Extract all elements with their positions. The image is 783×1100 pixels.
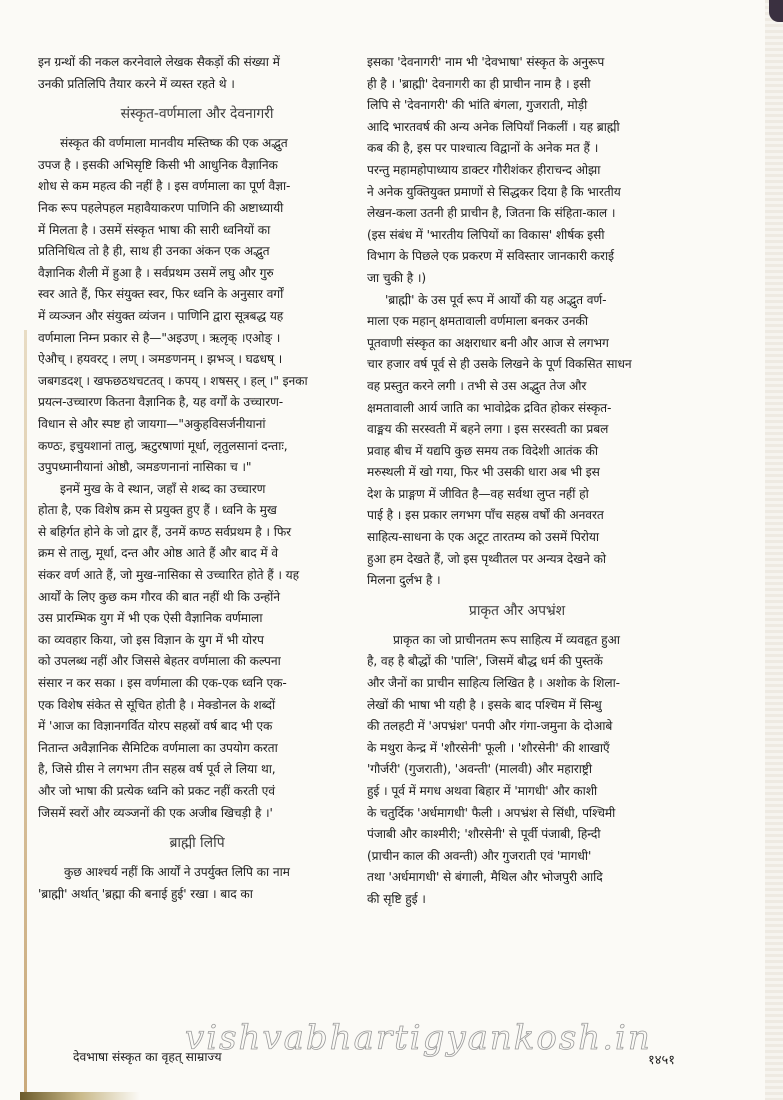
intro-paragraph	[38, 52, 356, 95]
text-line: पूतवाणी संस्कृत का अक्षराधार बनी और आज से लगभग	[367, 335, 609, 350]
text-line: क्षमतावाली आर्य जाति का भावोद्रेक द्रवित होकर संस्कृत-	[367, 400, 612, 415]
section-heading-prakrit: प्राकृत और अपभ्रंश	[468, 602, 566, 619]
text-line: ने अनेक युक्तियुक्त प्रमाणों से सिद्धकर दिया है कि भारतीय	[367, 184, 621, 199]
text-line: लेखन-कला उतनी ही प्राचीन है, जितना कि संहिता-काल ।	[367, 206, 616, 221]
text-line: वह प्रस्तुत करने लगी । तभी से उस अद्भुत तेज और	[367, 378, 587, 393]
text-line: 'ब्राह्मी' के उस पूर्व रूप में आर्यों की यह अद्भुत वर्ण-	[385, 292, 607, 307]
text-line: वाङ्मय की सरस्वती में बहने लगा । इस सरस्वती का प्रबल	[367, 422, 609, 437]
page-corner-shadow	[769, 0, 783, 22]
text-line: और जैनों का प्राचीन साहित्य लिखित है । अशोक के शिला-	[367, 676, 620, 691]
text-line: में 'आज का विज्ञानगर्वित योरप सहस्रों वर्ष बाद भी एक	[38, 719, 273, 734]
paragraph-sanskrit-alphabet	[38, 133, 356, 479]
text-line: जा चुकी है ।)	[367, 270, 427, 285]
text-line: स्वर आते हैं, फिर संयुक्त स्वर, फिर ध्वनि के अनुसार वर्गों	[38, 287, 284, 302]
paragraph-prakrit	[367, 630, 667, 911]
paragraph-brahmi-form	[367, 290, 667, 592]
text-line: संसार न कर सका । इस वर्णमाला की एक-एक ध्वनि एक-	[38, 676, 287, 691]
text-line: निक रूप पहलेपहल महावैयाकरण पाणिनि की अष्टाध्यायी	[38, 200, 284, 215]
text-line: हुई । पूर्व में मगध अथवा बिहार में 'मागधी' और काशी	[367, 784, 598, 798]
binding-edge	[24, 330, 27, 1100]
text-line: चार हजार वर्ष पूर्व से ही उसके लिखने के पूर्ण विकसित साधन	[367, 357, 632, 372]
text-line: जबगडदश् । खफछठथचटतव् । कपय् । शषसर् । हल् ।" इनका	[38, 373, 308, 388]
text-line: का व्यवहार किया, जो इस विज्ञान के युग में भी योरप	[38, 632, 264, 647]
text-line: होता है, एक विशेष क्रम से प्रयुक्त हुए हैं । ध्वनि के मुख	[38, 503, 277, 518]
text-line: मिलना दुर्लभ है ।	[367, 573, 441, 588]
text-line: प्रतिनिधित्व तो है ही, साथ ही उनका अंकन एक अद्भुत	[38, 244, 270, 259]
text-line: कब की है, इस पर पाश्चात्य विद्वानों के अनेक मत हैं ।	[367, 141, 599, 156]
text-line: क्रम से तालु, मूर्धा, दन्त और ओष्ठ आते हैं और बाद में वे	[38, 546, 278, 561]
text-line: में मिलता है । उसमें संस्कृत भाषा की सारी ध्वनियों का	[38, 222, 271, 237]
text-line: के मथुरा केन्द्र में 'शौरसेनी' फूली । 'शौरसेनी' की शाखाएँ	[367, 740, 610, 755]
text-line: कुछ आश्चर्य नहीं कि आर्यों ने उपर्युक्त लिपि का नाम	[64, 865, 290, 880]
text-line: विधान से और स्पष्ट हो जायगा—"अकुहविसर्जनीयानां	[38, 416, 266, 431]
text-line: साहित्य-साधना के एक अटूट तारतम्य को उसमें पिरोया	[367, 530, 599, 545]
watermark: vishvabhartigyankosh.in	[185, 1018, 652, 1058]
page-edge-right	[765, 0, 783, 1100]
right-column	[367, 52, 667, 911]
text-line: शोध से कम महत्व की नहीं है । इस वर्णमाला का पूर्ण वैज्ञा-	[38, 179, 291, 194]
text-line: की तलहटी में 'अपभ्रंश' पनपी और गंगा-जमुना के दोआबे	[367, 719, 613, 734]
text-line: कण्ठः, इचुयशानां तालु, ऋटुरषाणां मूर्धा, लृतुलसानां दन्ताः,	[38, 438, 288, 453]
paragraph-brahmi	[38, 862, 356, 905]
section-heading-sanskrit-alphabet: संस्कृत-वर्णमाला और देवनागरी	[120, 106, 274, 123]
left-column	[38, 52, 356, 905]
text-line: परन्तु महामहोपाध्याय डाक्टर गौरीशंकर हीराचन्द ओझा	[367, 162, 601, 177]
text-line: देश के प्राङ्गण में जीवित है—वह सर्वथा लुप्त नहीं हो	[367, 486, 589, 501]
text-line: पंजाबी और काश्मीरी; 'शौरसेनी' से पूर्वी पंजाबी, हिन्दी	[367, 827, 601, 842]
text-line: संस्कृत की वर्णमाला मानवीय मस्तिष्क की एक अद्भुत	[60, 136, 288, 151]
paragraph-articulation	[38, 479, 356, 825]
running-footer-title: देवभाषा संस्कृत का वृहत् साम्राज्य	[73, 1050, 222, 1064]
text-line: पाई है । इस प्रकार लगभग पाँच सहस्र वर्षों की अनवरत	[367, 508, 604, 523]
text-line: आर्यों के लिए कुछ कम गौरव की बात नहीं थी कि उन्होंने	[38, 589, 280, 604]
text-line: (प्राचीन काल की अवन्ती) और गुजराती एवं 'मागधी'	[367, 848, 592, 863]
text-line: से बहिर्गत होने के जो द्वार हैं, उनमें कण्ठ सर्वप्रथम है । फिर	[38, 524, 292, 539]
text-line: प्रवाह बीच में यद्यपि कुछ समय तक विदेशी आतंक की	[367, 443, 598, 458]
text-line: उपुपध्मानीयानां ओष्ठौ, ञमङणनानां नासिका च ।"	[38, 460, 252, 475]
text-line: वैज्ञानिक शैली में हुआ है । सर्वप्रथम उसमें लघु और गुरु	[38, 265, 274, 280]
text-line: लेखों की भाषा भी यही है । इसके बाद पश्चिम में सिन्धु	[367, 697, 602, 712]
text-line: प्रयत्न-उच्चारण कितना वैज्ञानिक है, यह वर्गों के उच्चारण-	[38, 395, 284, 410]
page-number: १४५१	[648, 1053, 676, 1068]
text-line: है, वह है बौद्धों की 'पालि', जिसमें बौद्ध धर्म की पुस्तकें	[367, 654, 603, 669]
text-line: उपज है । इसकी अभिसृष्टि किसी भी आधुनिक वैज्ञानिक	[38, 157, 278, 172]
text-line: ही है । 'ब्राह्मी' देवनागरी का ही प्राचीन नाम है । इसी	[367, 76, 591, 91]
text-line: के चतुर्दिक 'अर्धमागधी' फैली । अपभ्रंश से सिंधी, पश्चिमी	[367, 805, 616, 820]
text-line: को उपलब्ध नहीं और जिससे बेहतर वर्णमाला की कल्पना	[38, 654, 281, 669]
text-line: इनमें मुख के वे स्थान, जहाँ से शब्द का उच्चारण	[60, 481, 266, 496]
text-line: माला एक महान् क्षमतावाली वर्णमाला बनकर उनकी	[367, 314, 588, 329]
page-bottom-shadow	[20, 1092, 140, 1100]
text-line: उनकी प्रतिलिपि तैयार करने में व्यस्त रहते थे ।	[38, 76, 235, 91]
text-line: हुआ हम देखते हैं, जो इस पृथ्वीतल पर अन्यत्र देखने को	[367, 551, 606, 566]
text-line: जिसमें स्वरों और व्यञ्जनों की एक अजीब खिचड़ी है ।'	[38, 805, 273, 820]
text-line: आदि भारतवर्ष की अन्य अनेक लिपियाँ निकलीं । यह ब्राह्मी	[367, 119, 620, 134]
text-line: और जो भाषा की प्रत्येक ध्वनि को प्रकट नहीं करती एवं	[38, 784, 275, 798]
text-line: संकर वर्ण आते हैं, जो मुख-नासिका से उच्चारित होते हैं । यह	[38, 568, 300, 583]
text-line: नितान्त अवैज्ञानिक सैमिटिक वर्णमाला का उपयोग करता	[38, 740, 278, 755]
text-line: (इस संबंध में 'भारतीय लिपियों का विकास' शीर्षक इसी	[367, 227, 605, 242]
paragraph-devanagari-name	[367, 52, 667, 290]
text-line: 'गौर्जरी' (गुजराती), 'अवन्ती' (मालवी) और महाराष्ट्री	[367, 762, 592, 777]
text-line: विभाग के पिछले एक प्रकरण में सविस्तार जानकारी कराई	[367, 249, 614, 264]
text-line: में व्यञ्जन और संयुक्त व्यंजन । पाणिनि द्वारा सूत्रबद्ध यह	[38, 308, 284, 323]
text-line: इसका 'देवनागरी' नाम भी 'देवभाषा' संस्कृत के अनुरूप	[367, 55, 605, 69]
text-line: ऐऔच् । हयवरट् । लण् । ञमङणनम् । झभञ् । घढधष् ।	[38, 352, 283, 367]
text-line: तथा 'अर्धमागधी' से बंगाली, मैथिल और भोजपुरी आदि	[367, 870, 603, 885]
text-line: है, जिसे ग्रीस ने लगभग तीन सहस्र वर्ष पूर्व ले लिया था,	[38, 762, 276, 777]
text-line: की सृष्टि हुई ।	[367, 891, 426, 906]
text-line: मरुस्थली में खो गया, फिर भी उसकी धारा अब भी इस	[367, 465, 600, 480]
text-line: लिपि से 'देवनागरी' की भांति बंगला, गुजराती, मोड़ी	[367, 98, 588, 113]
text-line: 'ब्राह्मी' अर्थात् 'ब्रह्मा की बनाई हुई' रखा । बाद का	[38, 886, 253, 901]
text-line: प्राकृत का जो प्राचीनतम रूप साहित्य में व्यवहृत हुआ	[393, 632, 620, 647]
section-heading-brahmi: ब्राह्मी लिपि	[169, 835, 225, 852]
text-line: एक विशेष संकेत से सूचित होती है । मेक्डोनल के शब्दों	[38, 697, 276, 712]
text-line: इन ग्रन्थों की नकल करनेवाले लेखक सैकड़ों की संख्या में	[38, 55, 280, 69]
text-line: उस प्रारम्भिक युग में भी एक ऐसी वैज्ञानिक वर्णमाला	[38, 611, 263, 626]
text-line: वर्णमाला निम्न प्रकार से है—"अइउण् । ऋलृक् ।एओङ् ।	[38, 330, 281, 345]
